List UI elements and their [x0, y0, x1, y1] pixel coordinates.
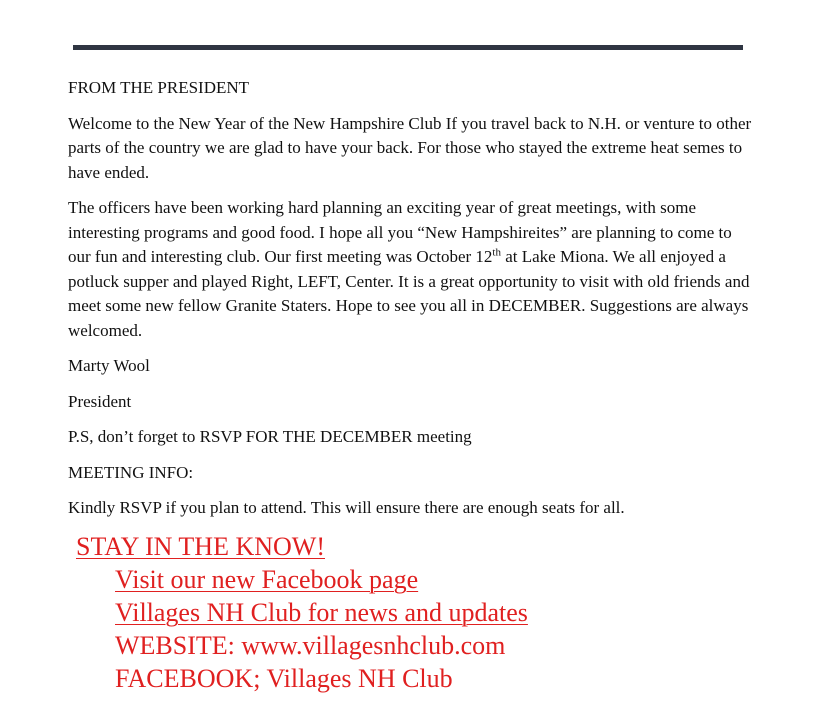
club-news-link[interactable]: Villages NH Club for news and updates: [115, 598, 528, 627]
top-divider-rule: [73, 45, 743, 50]
meeting-info-heading: MEETING INFO:: [68, 462, 194, 482]
promo-block: [76, 530, 528, 695]
date-ordinal-suffix: th: [492, 246, 501, 259]
newsletter-body: [68, 76, 758, 532]
signature-title: President: [68, 391, 132, 411]
facebook-line: FACEBOOK; Villages NH Club: [115, 664, 453, 693]
welcome-paragraph: Welcome to the New Year of the New Hampshire Club If you travel back to N.H. or venture to other parts of the country we are glad to have your back. For those who stayed the extreme heat semes to have ended.: [68, 113, 752, 182]
website-line: WEBSITE: www.villagesnhclub.com: [115, 631, 506, 660]
signature-name: Marty Wool: [68, 356, 150, 375]
facebook-page-link[interactable]: Visit our new Facebook page: [115, 565, 419, 594]
officers-paragraph: [68, 196, 758, 343]
meeting-info-text: Kindly RSVP if you plan to attend. This will ensure there are enough seats for all.: [68, 498, 625, 517]
officers-paragraph-part1: The officers have been working hard planning an exciting year of great meetings, with some interesting programs and good food. I hope all you “New Hampshireites” are planning to come to our fun and interesting club. Our first meeting was October 12: [68, 198, 732, 266]
postscript: P.S, don’t forget to RSVP FOR THE DECEMBER meeting: [68, 427, 472, 446]
promo-headline-link[interactable]: STAY IN THE KNOW!: [76, 532, 325, 561]
section-title: FROM THE PRESIDENT: [68, 78, 250, 97]
officers-paragraph-part2: at Lake Miona. We all enjoyed a potluck supper and played Right, LEFT, Center. It is a great opportunity to visit with old friends and meet some new fellow Granite Staters. Hope to see you all in DECEMBER. Suggestions are always welcomed.: [68, 247, 750, 340]
